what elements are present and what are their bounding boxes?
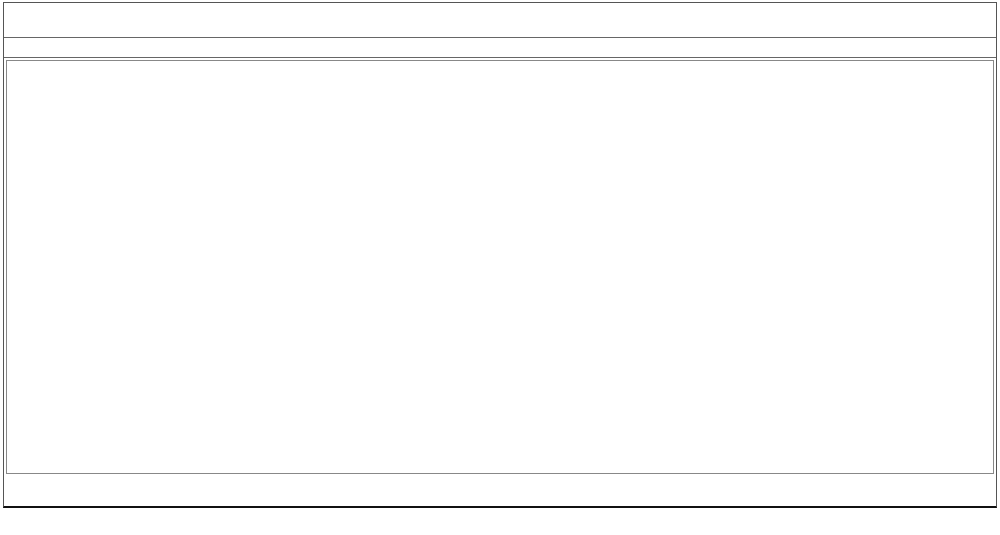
section-header-row (7, 93, 993, 106)
table-first-col-header (4, 38, 242, 58)
report-frame (3, 2, 997, 508)
report-header (4, 3, 996, 37)
text-content (7, 106, 993, 108)
content-box (6, 60, 994, 474)
table-header (4, 37, 996, 58)
meta-info-row (7, 61, 993, 93)
